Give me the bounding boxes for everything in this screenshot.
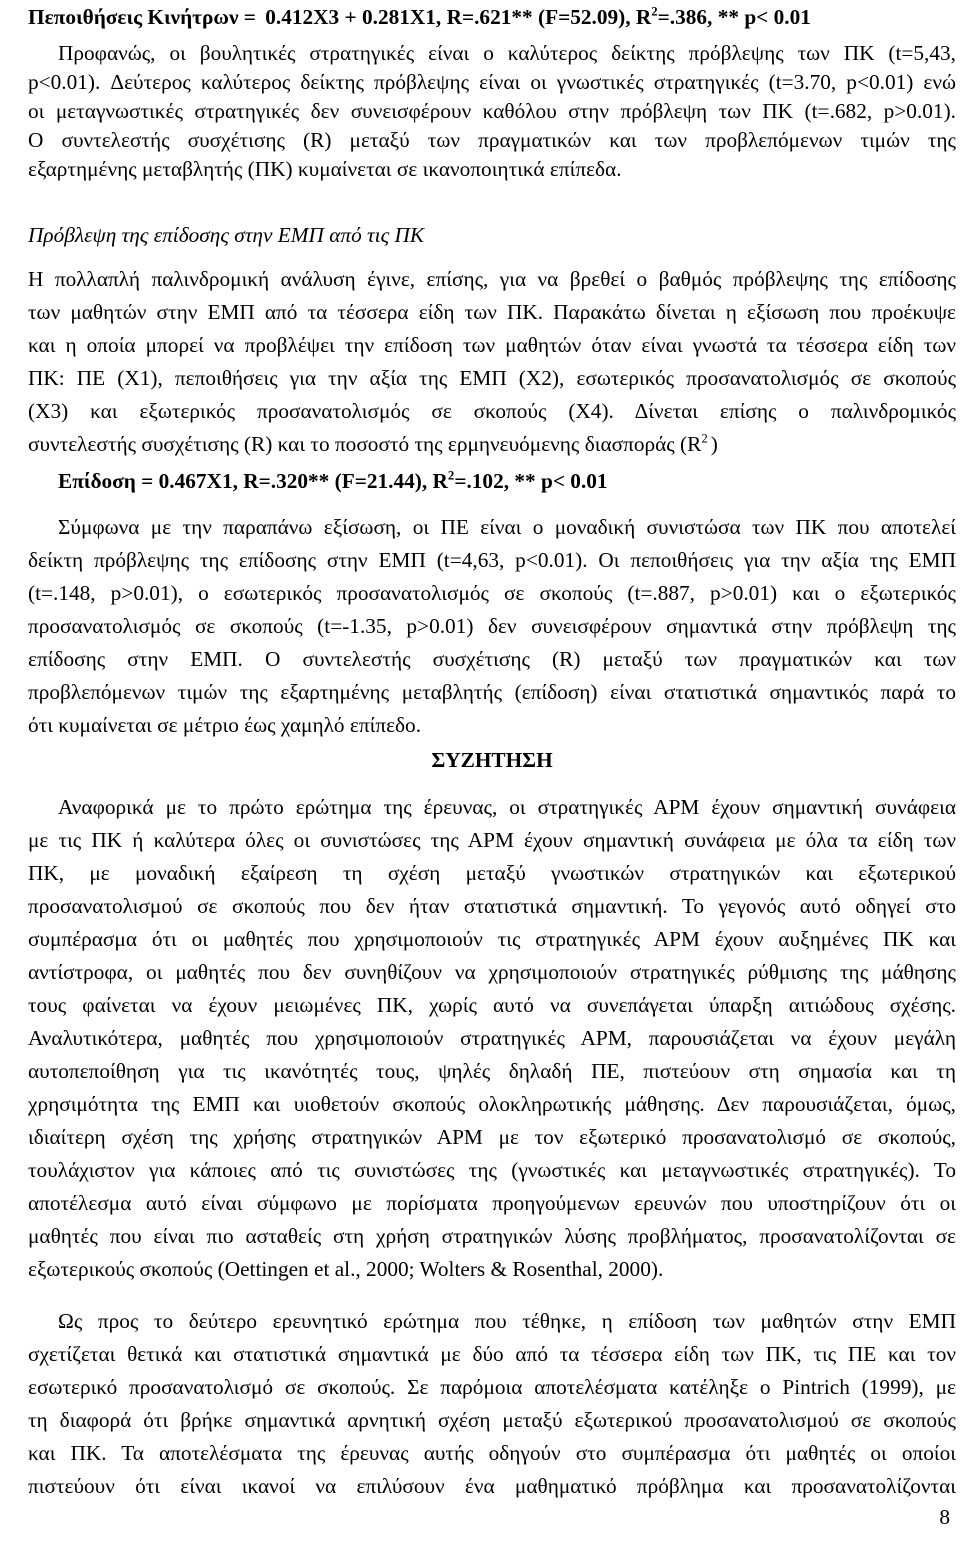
- paragraph-results-1: Προφανώς, οι βουλητικές στρατηγικές είναι ο καλύτερος δείκτης πρόβλεψης των ΠΚ (t=5,43, p<0.01). Δεύτερος καλύτερος δείκτης πρόβλεψης είναι οι γνωστικές στρατηγικές (t=3.70, p<0.01) ενώ οι μεταγνωστικές στρατηγικές δεν συνεισφέρουν καθόλου στην πρόβλεψη των ΠΚ (t=.682, p>0.01). Ο συντελεστής συσχέτισης (R) μεταξύ των πραγματικών και των προβλεπόμενων τιμών της εξαρτημένης μεταβλητής (ΠΚ) κυμαίνεται σε ικανοποιητικά επίπεδα.: [28, 41, 956, 181]
- page-number: 8: [939, 1505, 950, 1529]
- equation-motivational-beliefs: Πεποιθήσεις Κινήτρων = 0.412Χ3 + 0.281Χ1, R=.621** (F=52.09), $R^2=.386$, ** p< 0.01: [28, 4, 811, 29]
- paragraph-discussion-1: Αναφορικά με το πρώτο ερώτημα της έρευνας, οι στρατηγικές ΑΡΜ έχουν σημαντική συνάφεια με τις ΠΚ ή καλύτερα όλες οι συνιστώσες της ΑΡΜ έχουν σημαντική συνάφεια με όλα τα είδη των ΠΚ, με μοναδική εξαίρεση τη σχέση μεταξύ γνωστικών στρατηγικών και εξωτερικού προσανατολισμού σε σκοπούς που δεν ήταν στατιστικά σημαντική. Το γεγονός αυτό οδηγεί στο συμπέρασμα ότι οι μαθητές που χρησιμοποιούν τις στρατηγικές ΑΡΜ έχουν αυξημένες ΠΚ και αντίστροφα, οι μαθητές που δεν συνηθίζουν να χρησιμοποιούν στρατηγικές ρύθμισης της μάθησης τους φαίνεται να έχουν μειωμένες ΠΚ, χωρίς αυτό να συνεπάγεται ύπαρξη αιτιώδους σχέσης. Αναλυτικότερα, μαθητές που χρησιμοποιούν στρατηγικές ΑΡΜ, παρουσιάζεται να έχουν μεγάλη αυτοπεποίθηση για τις ικανότητές τους, ψηλές δηλαδή ΠΕ, πιστεύουν στη σημασία και τη χρησιμότητα της ΕΜΠ και υιοθετούν σκοπούς ολοκληρωτικής μάθησης. Δεν παρουσιάζεται, όμως, ιδιαίτερη σχέση της χρήσης στρατηγικών ΑΡΜ με τον εξωτερικό προσανατολισμό σε σκοπούς, τουλάχιστον για κάποιες από τις συνιστώσες της (γνωστικές και μεταγνωστικές στρατηγικές). Το αποτέλεσμα αυτό είναι σύμφωνο με πορίσματα προηγούμενων ερευνών που υποστηρίζουν ότι οι μαθητές που είναι πιο ασταθείς στη χρήση στρατηγικών λύσης προβλήματος, προσανατολίζονται σε εξωτερικούς σκοπούς (Oettingen et al., 2000; Wolters & Rosenthal, 2000).: [28, 795, 956, 1281]
- subheading-performance-prediction: Πρόβλεψη της επίδοσης στην ΕΜΠ από τις ΠΚ: [28, 223, 425, 247]
- paragraph-regression-analysis: Η πολλαπλή παλινδρομική ανάλυση έγινε, επίσης, για να βρεθεί ο βαθμός πρόβλεψης της επίδοσης των μαθητών στην ΕΜΠ από τα τέσσερα είδη των ΠΚ. Παρακάτω δίνεται η εξίσωση που προέκυψε και η οποία μπορεί να προβλέψει την επίδοση των μαθητών όταν είναι γνωστά τα τέσσερα είδη των ΠΚ: ΠΕ (Χ1), πεποιθήσεις για την αξία της ΕΜΠ (Χ2), εσωτερικός προσανατολισμός σε σκοπούς (Χ3) και εξωτερικός προσανατολισμός σε σκοπούς (Χ4). Δίνεται επίσης ο παλινδρομικός συντελεστής συσχέτισης (R) και το ποσοστό της ερμηνευόμενης διασποράς ($R^2$ ): [28, 267, 956, 456]
- paragraph-results-2: Σύμφωνα με την παραπάνω εξίσωση, οι ΠΕ είναι ο μοναδική συνιστώσα των ΠΚ που αποτελεί δείκτη πρόβλεψης της επίδοσης στην ΕΜΠ (t=4,63, p<0.01). Οι πεποιθήσεις για την αξία της ΕΜΠ (t=.148, p>0.01), ο εσωτερικός προσανατολισμός σε σκοπούς (t=.887, p>0.01) και ο εξωτερικός προσανατολισμός σε σκοπούς (t=-1.35, p>0.01) δεν συνεισφέρουν σημαντικά στην πρόβλεψη της επίδοσης στην ΕΜΠ. Ο συντελεστής συσχέτισης (R) μεταξύ των πραγματικών και των προβλεπόμενων τιμών της εξαρτημένης μεταβλητής (επίδοση) είναι στατιστικά σημαντικός παρά το ότι κυμαίνεται σε μέτριο έως χαμηλό επίπεδο.: [28, 515, 956, 737]
- paragraph-discussion-2: Ως προς το δεύτερο ερευνητικό ερώτημα που τέθηκε, η επίδοση των μαθητών στην ΕΜΠ σχετίζεται θετικά και στατιστικά σημαντικά με δύο από τα τέσσερα είδη των ΠΚ, τις ΠΕ και τον εσωτερικό προσανατολισμό σε σκοπούς. Σε παρόμοια αποτελέσματα κατέληξε ο Pintrich (1999), με τη διαφορά ότι βρήκε σημαντικά αρνητική σχέση μεταξύ εξωτερικού προσανατολισμού σε σκοπούς και ΠΚ. Τα αποτελέσματα της έρευνας αυτής οδηγούν στο συμπέρασμα ότι μαθητές οι οποίοι πιστεύουν ότι είναι ικανοί να επιλύσουν ένα μαθηματικό πρόβλημα και προσανατολίζονται: [28, 1309, 956, 1498]
- equation-performance: Επίδοση = 0.467Χ1, R=.320** (F=21.44), $R^2=.102$, ** p< 0.01: [58, 468, 608, 493]
- section-heading-discussion: ΣΥΖΗΤΗΣΗ: [431, 748, 553, 772]
